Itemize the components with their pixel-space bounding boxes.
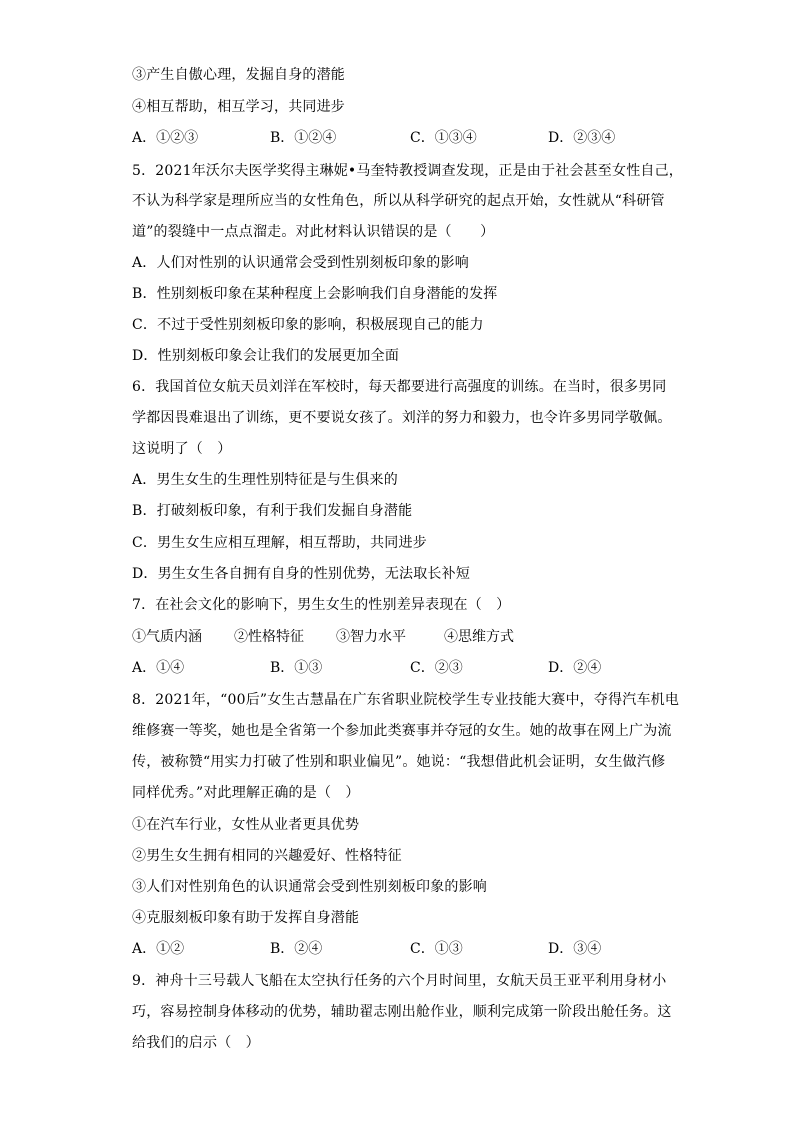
q6-stem-line-2: 学都因畏难退出了训练，更不要说女孩了。刘洋的努力和毅力，也令许多男同学敬佩。 [132, 410, 672, 426]
q6-stem-line-1: 6．我国首位女航天员刘洋在军校时，每天都要进行高强度的训练。在当时，很多男同 [132, 379, 667, 395]
q7-option-d: D．②④ [548, 660, 602, 676]
q8-stem-line-1: 8．2021年，“00后”女生古慧晶在广东省职业院校学生专业技能大赛中，夺得汽车机电 [132, 692, 680, 708]
q8-option-a: A．①② [132, 941, 185, 957]
prev-option-a: A．①②③ [132, 130, 199, 146]
q7-option-a: A．①④ [132, 660, 185, 676]
q9-stem-line-3: 给我们的启示（ ） [132, 1035, 260, 1051]
q6-option-a: A．男生女生的生理性别特征是与生俱来的 [132, 472, 398, 488]
q8-statement-3: ③人们对性别角色的认识通常会受到性别刻板印象的影响 [132, 879, 487, 895]
q7-statement-2: ②性格特征 [234, 629, 304, 645]
q9-stem-line-2: 巧，容易控制身体移动的优势，辅助翟志刚出舱作业，顺利完成第一阶段出舱任务。这 [132, 1004, 672, 1020]
q5-option-c: C．不过于受性别刻板印象的影响，积极展现自己的能力 [132, 317, 484, 333]
q5-option-d: D．性别刻板印象会让我们的发展更加全面 [132, 348, 400, 364]
q7-statement-4: ④思维方式 [444, 629, 514, 645]
q9-stem-line-1: 9．神舟十三号载人飞船在太空执行任务的六个月时间里，女航天员王亚平利用身材小 [132, 973, 667, 989]
prev-option-d: D．②③④ [548, 130, 616, 146]
q8-option-b: B．②④ [270, 941, 323, 957]
prev-option-c: C．①③④ [410, 130, 477, 146]
q5-option-b: B．性别刻板印象在某种程度上会影响我们自身潜能的发挥 [132, 286, 498, 302]
prev-statement-4: ④相互帮助，相互学习，共同进步 [132, 99, 345, 115]
q8-statement-2: ②男生女生拥有相同的兴趣爱好、性格特征 [132, 848, 402, 864]
q6-stem-line-3: 这说明了（ ） [132, 441, 232, 457]
prev-option-b: B．①②④ [270, 130, 337, 146]
q6-option-b: B．打破刻板印象，有利于我们发掘自身潜能 [132, 503, 413, 519]
q5-stem-line-2: 不认为科学家是理所应当的女性角色，所以从科学研究的起点开始，女性就从“科研管 [132, 193, 665, 209]
q7-statement-3: ③智力水平 [336, 629, 406, 645]
q8-option-c: C．①③ [410, 941, 463, 957]
q7-option-b: B．①③ [270, 660, 323, 676]
prev-statement-3: ③产生自傲心理，发掘自身的潜能 [132, 67, 345, 83]
q7-statement-1: ①气质内涵 [132, 629, 202, 645]
q7-stem: 7．在社会文化的影响下，男生女生的性别差异表现在（ ） [132, 597, 511, 613]
q6-option-c: C．男生女生应相互理解，相互帮助，共同进步 [132, 535, 427, 551]
q8-stem-line-4: 同样优秀。”对此理解正确的是（ ） [132, 785, 360, 801]
q8-stem-line-3: 传，被称赞“用实力打破了性别和职业偏见”。她说：“我想借此机会证明，女生做汽修 [132, 754, 666, 770]
q8-option-d: D．③④ [548, 941, 602, 957]
q5-stem-line-3: 道”的裂缝中一点点溜走。对此材料认识错误的是（ ） [132, 224, 495, 240]
q5-option-a: A．人们对性别的认识通常会受到性别刻板印象的影响 [132, 255, 469, 271]
q8-stem-line-2: 维修赛一等奖，她也是全省第一个参加此类赛事并夺冠的女生。她的故事在网上广为流 [132, 723, 672, 739]
q8-statement-1: ①在汽车行业，女性从业者更具优势 [132, 817, 360, 833]
q6-option-d: D．男生女生各自拥有自身的性别优势，无法取长补短 [132, 566, 471, 582]
q8-statement-4: ④克服刻板印象有助于发挥自身潜能 [132, 910, 360, 926]
q5-stem-line-1: 5．2021年沃尔夫医学奖得主琳妮•马奎特教授调查发现，正是由于社会甚至女性自己， [132, 163, 683, 179]
q7-option-c: C．②③ [410, 660, 463, 676]
